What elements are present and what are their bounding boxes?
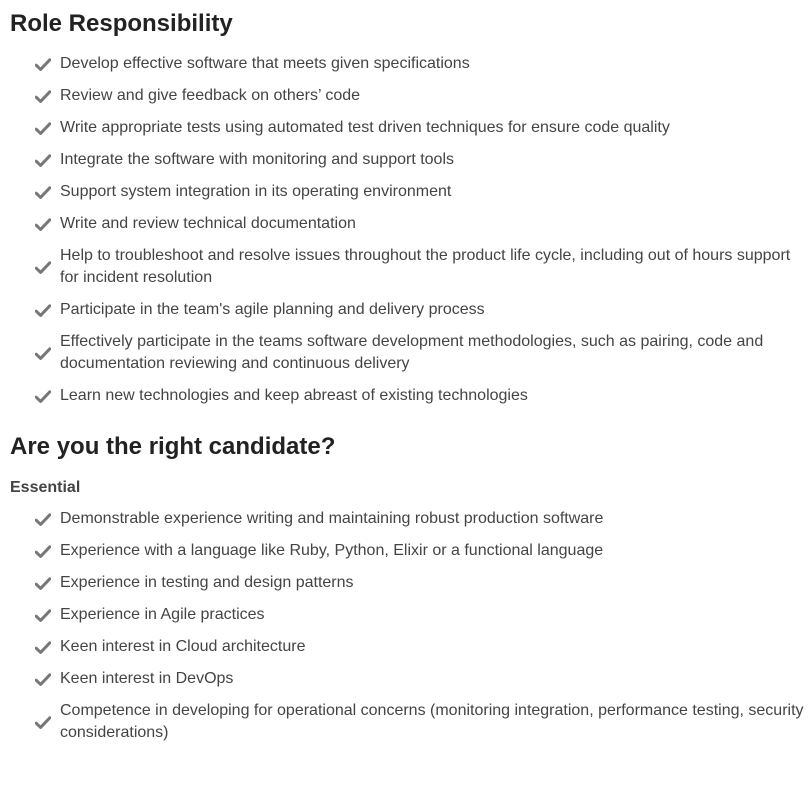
check-icon	[34, 608, 51, 622]
check-icon	[34, 303, 51, 317]
essential-list	[10, 508, 810, 744]
list-item	[10, 245, 810, 289]
list-item	[10, 85, 810, 107]
list-item-text: Write appropriate tests using automated test driven techniques for ensure code quality	[60, 119, 670, 136]
check-icon	[34, 389, 51, 403]
list-item-text: Demonstrable experience writing and maintaining robust production software	[60, 510, 604, 527]
check-icon	[34, 57, 51, 71]
list-item-text: Competence in developing for operational concerns (monitoring integration, performance testing, security considerations)	[60, 702, 804, 741]
essential-subheading: Essential	[10, 479, 81, 496]
list-item	[10, 331, 810, 375]
list-item	[10, 604, 810, 626]
list-item-text: Experience in testing and design patterns	[60, 574, 354, 591]
list-item-text: Review and give feedback on others’ code	[60, 87, 361, 104]
list-item-text: Integrate the software with monitoring and support tools	[60, 151, 454, 168]
role-responsibility-heading: Role Responsibility	[10, 10, 233, 37]
list-item-text: Support system integration in its operating environment	[60, 183, 452, 200]
list-item	[10, 508, 810, 530]
check-icon	[34, 544, 51, 558]
list-item-text: Effectively participate in the teams software development methodologies, such as pairing, code and documentation reviewing and continuous delivery	[60, 333, 764, 372]
check-icon	[34, 715, 51, 729]
list-item	[10, 700, 810, 744]
check-icon	[34, 672, 51, 686]
list-item-text: Keen interest in Cloud architecture	[60, 638, 306, 655]
list-item	[10, 149, 810, 171]
list-item-text: Develop effective software that meets given specifications	[60, 55, 470, 72]
list-item	[10, 213, 810, 235]
check-icon	[34, 185, 51, 199]
check-icon	[34, 153, 51, 167]
list-item	[10, 540, 810, 562]
check-icon	[34, 89, 51, 103]
list-item	[10, 385, 810, 407]
list-item-text: Help to troubleshoot and resolve issues throughout the product life cycle, including out of hours support for incident resolution	[60, 247, 791, 286]
list-item-text: Experience in Agile practices	[60, 606, 265, 623]
list-item	[10, 636, 810, 658]
check-icon	[34, 576, 51, 590]
list-item	[10, 117, 810, 139]
right-candidate-heading: Are you the right candidate?	[10, 433, 336, 460]
list-item	[10, 668, 810, 690]
check-icon	[34, 640, 51, 654]
check-icon	[34, 260, 51, 274]
list-item-text: Write and review technical documentation	[60, 215, 356, 232]
check-icon	[34, 121, 51, 135]
check-icon	[34, 217, 51, 231]
list-item	[10, 299, 810, 321]
list-item-text: Keen interest in DevOps	[60, 670, 234, 687]
list-item	[10, 181, 810, 203]
list-item-text: Experience with a language like Ruby, Python, Elixir or a functional language	[60, 542, 604, 559]
list-item-text: Learn new technologies and keep abreast of existing technologies	[60, 387, 528, 404]
responsibility-list	[10, 53, 810, 407]
list-item	[10, 572, 810, 594]
check-icon	[34, 346, 51, 360]
list-item-text: Participate in the team's agile planning and delivery process	[60, 301, 485, 318]
check-icon	[34, 512, 51, 526]
list-item	[10, 53, 810, 75]
